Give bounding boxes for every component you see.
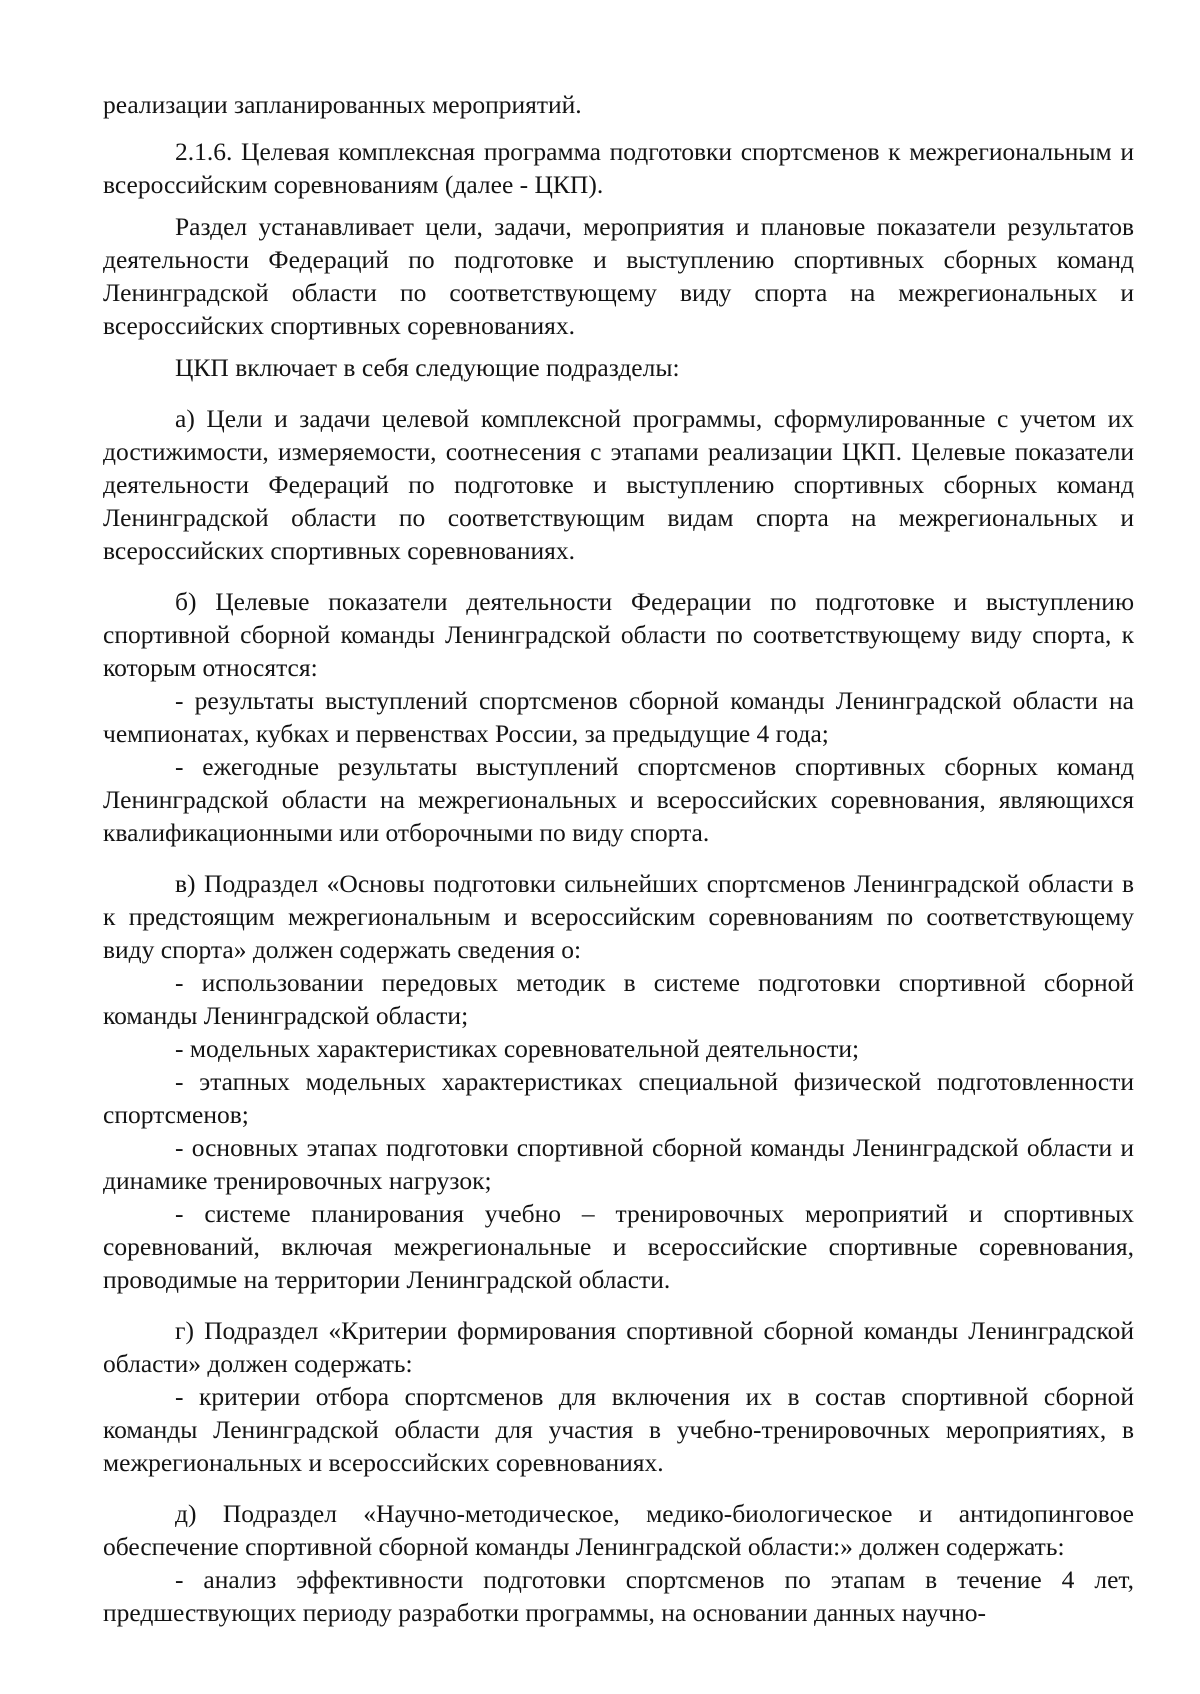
list-item-efficiency-analysis: - анализ эффективности подготовки спортсменов по этапам в течение 4 лет, предшествующих периоду разработки программы, на основании данных научно-: [103, 1565, 1134, 1627]
list-item-advanced-methods: - использовании передовых методик в системе подготовки спортивной сборной команды Ленинградской области;: [103, 968, 1134, 1030]
paragraph-section-2-1-6: 2.1.6. Целевая комплексная программа подготовки спортсменов к межрегиональным и всероссийским соревнованиям (далее - ЦКП).: [103, 137, 1134, 199]
paragraph-item-g: г) Подраздел «Критерии формирования спортивной сборной команды Ленинградской области» должен содержать:: [103, 1316, 1134, 1378]
list-item-annual-results: - ежегодные результаты выступлений спортсменов спортивных сборных команд Ленинградской области на межрегиональных и всероссийских соревнования, являющихся квалификационными или отборочными по виду спорта.: [103, 752, 1134, 847]
list-item-training-stages: - основных этапах подготовки спортивной сборной команды Ленинградской области и динамике тренировочных нагрузок;: [103, 1133, 1134, 1195]
list-item-planning-system: - системе планирования учебно – тренировочных мероприятий и спортивных соревнований, включая межрегиональные и всероссийские спортивные соревнования, проводимые на территории Ленинградской области.: [103, 1199, 1134, 1294]
list-item-model-characteristics: - модельных характеристиках соревновательной деятельности;: [175, 1034, 860, 1063]
paragraph-item-b: б) Целевые показатели деятельности Федерации по подготовке и выступлению спортивной сборной команды Ленинградской области по соответствующему виду спорта, к которым относятся:: [103, 587, 1134, 682]
paragraph-section-description: Раздел устанавливает цели, задачи, мероприятия и плановые показатели результатов деятельности Федераций по подготовке и выступлению спортивных сборных команд Ленинградской области по соответствующему виду спорта на межрегиональных и всероссийских спортивных соревнованиях.: [103, 212, 1134, 340]
paragraph-continuation: реализации запланированных мероприятий.: [103, 90, 582, 119]
paragraph-subsections-intro: ЦКП включает в себя следующие подразделы:: [175, 353, 680, 382]
list-item-results-championships: - результаты выступлений спортсменов сборной команды Ленинградской области на чемпионатах, кубках и первенствах России, за предыдущие 4 года;: [103, 686, 1134, 748]
paragraph-item-a: а) Цели и задачи целевой комплексной программы, сформулированные с учетом их достижимости, измеряемости, соотнесения с этапами реализации ЦКП. Целевые показатели деятельности Федераций по подготовке и выступлению спортивных сборных команд Ленинградской области по соответствующим видам спорта на межрегиональных и всероссийских спортивных соревнованиях.: [103, 404, 1134, 565]
paragraph-item-d: д) Подраздел «Научно-методическое, медико-биологическое и антидопинговое обеспечение спортивной сборной команды Ленинградской области:» должен содержать:: [103, 1499, 1134, 1561]
paragraph-item-v: в) Подраздел «Основы подготовки сильнейших спортсменов Ленинградской области в к предстоящим межрегиональным и всероссийским соревнованиям по соответствующему виду спорта» должен содержать сведения о:: [103, 869, 1134, 964]
list-item-stage-characteristics: - этапных модельных характеристиках специальной физической подготовленности спортсменов;: [103, 1067, 1134, 1129]
list-item-selection-criteria: - критерии отбора спортсменов для включения их в состав спортивной сборной команды Ленинградской области для участия в учебно-тренировочных мероприятиях, в межрегиональных и всероссийских соревнованиях.: [103, 1382, 1134, 1477]
